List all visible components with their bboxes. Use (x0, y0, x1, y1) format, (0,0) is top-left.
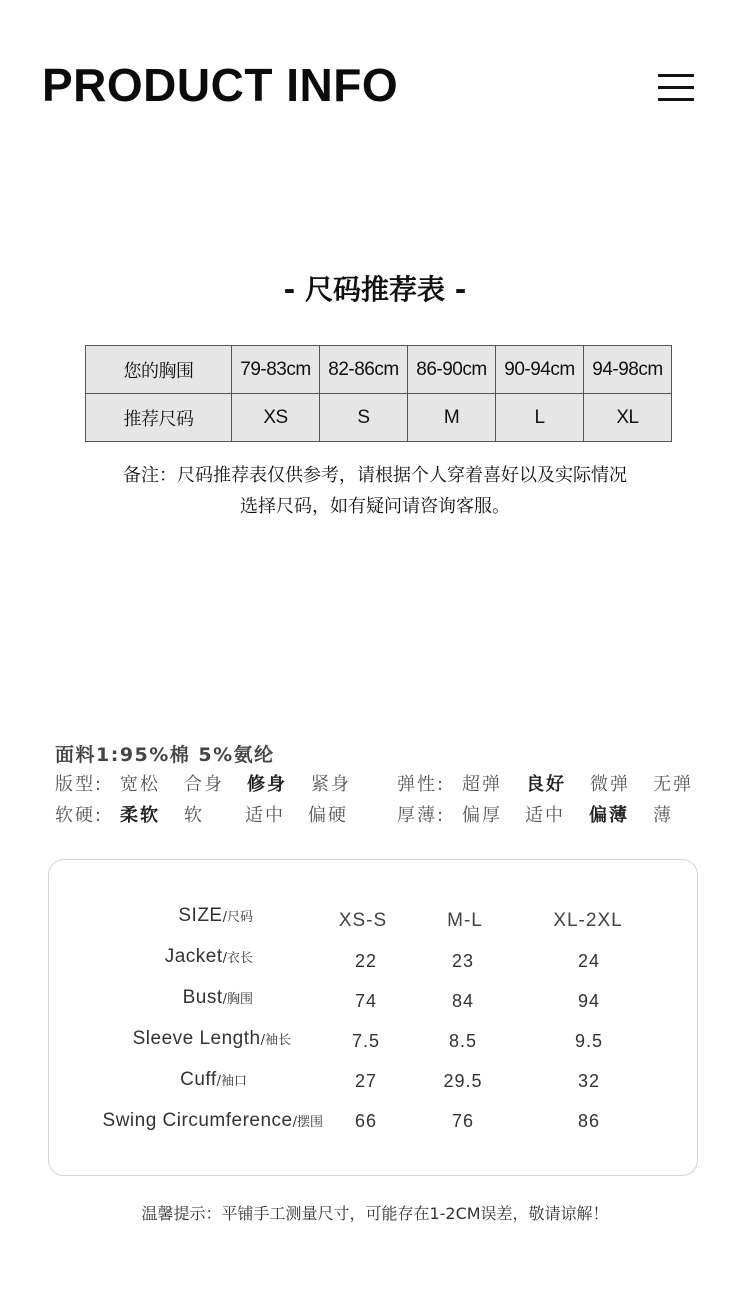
size-cell: XL (584, 394, 672, 442)
table-row (86, 346, 672, 394)
table-cell: 7.5 (351, 1031, 381, 1051)
fabric-composition: 面料1:95%棉 5%氨纶 (55, 744, 275, 766)
fit-option: 合身 (184, 774, 224, 795)
thickness-option: 适中 (525, 805, 565, 826)
bust-range-cell: 94-98cm (584, 346, 672, 394)
softness-option: 适中 (245, 805, 285, 826)
bust-cn: /胸围 (222, 992, 253, 1007)
fit-option: 宽松 (120, 774, 160, 795)
table-cell: 8.5 (448, 1031, 478, 1051)
thickness-option-selected: 偏薄 (589, 805, 629, 826)
table-cell: 74 (354, 991, 378, 1011)
fit-elastic-row (55, 770, 705, 794)
thickness-label: 厚薄: (397, 805, 446, 826)
cuff-label (180, 1069, 247, 1091)
jacket-cn: /衣长 (222, 951, 253, 966)
swing-circumference-cn: /摆围 (292, 1115, 323, 1130)
elastic-option: 超弹 (462, 774, 502, 795)
thickness-option: 偏厚 (462, 805, 502, 826)
bust-label (183, 987, 253, 1009)
size-header-en: SIZE (178, 905, 223, 926)
table-cell: 9.5 (574, 1031, 604, 1051)
elastic-option: 无弹 (653, 774, 693, 795)
size-row-label: 推荐尺码 (86, 394, 232, 442)
bust-row-label: 您的胸围 (86, 346, 232, 394)
jacket-en: Jacket (164, 946, 223, 967)
size-note-line: 备注：尺码推荐表仅供参考，请根据个人穿着喜好以及实际情况 (123, 465, 627, 486)
size-chart-card (48, 859, 698, 1176)
size-cell: S (320, 394, 408, 442)
table-row (86, 394, 672, 442)
table-cell: 94 (577, 991, 601, 1011)
table-cell: 84 (451, 991, 475, 1011)
table-cell: 86 (577, 1111, 601, 1131)
elastic-option-selected: 良好 (526, 774, 566, 795)
cuff-cn: /袖口 (216, 1074, 247, 1089)
table-cell: 23 (451, 951, 475, 971)
size-recommend-title: - 尺码推荐表 - (283, 273, 467, 306)
softness-option: 软 (184, 805, 204, 826)
bust-range-cell: 79-83cm (232, 346, 320, 394)
size-column-header: XS-S (338, 910, 388, 931)
sleeve-length-cn: /袖长 (260, 1033, 291, 1048)
page-title: PRODUCT INFO (42, 59, 399, 111)
thickness-option: 薄 (653, 805, 673, 826)
size-column-header: XL-2XL (553, 910, 623, 931)
sleeve-length-label (133, 1028, 291, 1050)
size-note (70, 460, 680, 522)
bust-range-cell: 82-86cm (320, 346, 408, 394)
bust-range-cell: 90-94cm (496, 346, 584, 394)
size-header-label (178, 905, 253, 927)
softness-option-selected: 柔软 (120, 805, 160, 826)
fit-label: 版型: (55, 774, 104, 795)
table-cell: 27 (354, 1071, 378, 1091)
size-cell: XS (232, 394, 320, 442)
swing-circumference-en: Swing Circumference (102, 1110, 293, 1131)
fit-option-selected: 修身 (247, 774, 287, 795)
elastic-label: 弹性: (397, 774, 446, 795)
hamburger-menu-icon[interactable] (658, 74, 694, 102)
size-cell: L (496, 394, 584, 442)
jacket-label (165, 946, 253, 968)
size-cell: M (408, 394, 496, 442)
measurement-tip: 温馨提示：平铺手工测量尺寸，可能存在1-2CM误差，敬请谅解！ (141, 1204, 609, 1223)
elastic-option: 微弹 (590, 774, 630, 795)
bust-en: Bust (182, 987, 223, 1008)
bust-range-cell: 86-90cm (408, 346, 496, 394)
table-cell: 22 (354, 951, 378, 971)
size-header-cn: /尺码 (222, 910, 253, 925)
swing-circumference-label (103, 1110, 323, 1132)
softness-thickness-row (55, 801, 705, 825)
table-cell: 29.5 (443, 1071, 483, 1091)
table-cell: 32 (577, 1071, 601, 1091)
cuff-en: Cuff (180, 1069, 217, 1090)
softness-option: 偏硬 (308, 805, 348, 826)
sleeve-length-en: Sleeve Length (132, 1028, 261, 1049)
size-note-line: 选择尺码，如有疑问请咨询客服。 (240, 496, 510, 517)
softness-label: 软硬: (55, 805, 104, 826)
table-cell: 76 (451, 1111, 475, 1131)
table-cell: 24 (577, 951, 601, 971)
size-recommend-table (85, 345, 672, 442)
size-column-header: M-L (447, 910, 483, 931)
fit-option: 紧身 (311, 774, 351, 795)
table-cell: 66 (354, 1111, 378, 1131)
